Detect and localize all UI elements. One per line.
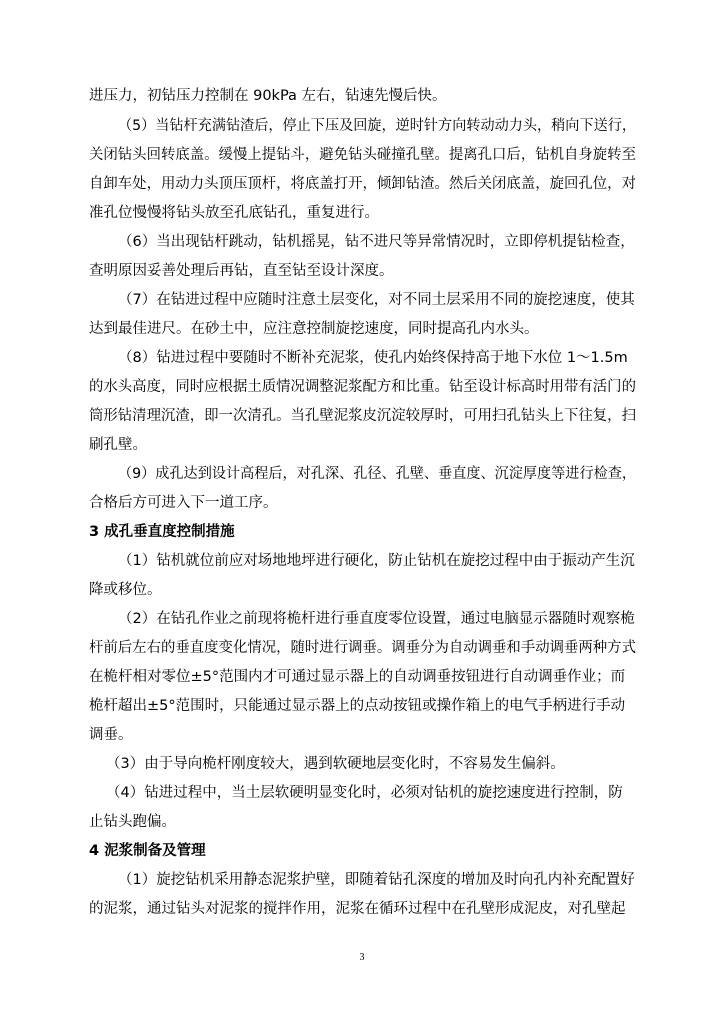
line-text: （3）由于导向桅杆刚度较大，遇到软硬地层变化时，不容易发生偏斜。	[106, 756, 565, 772]
section-heading	[0, 837, 724, 866]
line-text: （4）钻进过程中，当土层软硬明显变化时，必须对钻机的旋挖速度进行控制，防	[106, 785, 623, 801]
text-line	[0, 866, 724, 895]
section-heading	[0, 518, 724, 547]
line-text: （5）当钻杆充满钻渣后，停止下压及回旋，逆时针方向转动动力头，稍向下送行，	[118, 118, 637, 134]
line-text: 的水头高度，同时应根据土质情况调整泥浆配方和比重。钻至设计标高时用带有活门的	[89, 379, 636, 395]
heading-text: 4 泥浆制备及管理	[89, 843, 206, 859]
line-text: 的泥浆，通过钻头对泥浆的搅拌作用，泥浆在循环过程中在孔壁形成泥皮，对孔壁起	[89, 901, 626, 917]
text-line	[0, 692, 724, 721]
text-line	[0, 460, 724, 489]
line-text: 在桅杆相对零位±5°范围内才可通过显示器上的自动调垂按钮进行自动调垂作业；而	[89, 669, 626, 685]
text-line	[0, 315, 724, 344]
text-line	[0, 547, 724, 576]
line-text: （8）钻进过程中要随时不断补充泥浆，使孔内始终保持高于地下水位 1～1.5m	[118, 350, 628, 366]
text-line	[0, 112, 724, 141]
line-text: 合格后方可进入下一道工序。	[89, 495, 278, 511]
text-line	[0, 663, 724, 692]
text-line	[0, 199, 724, 228]
line-text: 准孔位慢慢将钻头放至孔底钻孔，重复进行。	[89, 205, 379, 221]
text-line	[0, 141, 724, 170]
line-text: 自卸车处，用动力头顶压顶杆，将底盖打开，倾卸钻渣。然后关闭底盖，旋回孔位，对	[89, 176, 636, 192]
text-line	[0, 170, 724, 199]
page-number: 3	[359, 952, 365, 963]
line-text: 调垂。	[89, 727, 133, 743]
text-line	[0, 605, 724, 634]
line-text: （6）当出现钻杆跳动，钻机摇晃，钻不进尺等异常情况时，立即停机提钻检查，	[118, 234, 635, 250]
text-line	[0, 373, 724, 402]
line-text: 筒形钻清理沉渣，即一次清孔。当孔壁泥浆皮沉淀较厚时，可用扫孔钻头上下往复，扫	[89, 408, 636, 424]
line-text: 杆前后左右的垂直度变化情况，随时进行调垂。调垂分为自动调垂和手动调垂两种方式	[89, 640, 636, 656]
text-line	[0, 82, 724, 111]
line-text: （9）成孔达到设计高程后，对孔深、孔径、孔壁、垂直度、沉淀厚度等进行检查，	[118, 466, 637, 482]
text-line	[0, 895, 724, 924]
line-text: 桅杆超出±5°范围时，只能通过显示器上的点动按钮或操作箱上的电气手柄进行手动	[89, 698, 626, 714]
line-text: （1）钻机就位前应对场地地坪进行硬化，防止钻机在旋挖过程中由于振动产生沉	[118, 553, 635, 569]
text-line	[0, 750, 724, 779]
text-line	[0, 431, 724, 460]
text-line	[0, 402, 724, 431]
line-text: （7）在钻进过程中应随时注意土层变化，对不同土层采用不同的旋挖速度，使其	[118, 292, 635, 308]
text-line	[0, 228, 724, 257]
text-line	[0, 344, 724, 373]
text-line	[0, 634, 724, 663]
line-text: 降或移位。	[89, 582, 162, 598]
text-line	[0, 779, 724, 808]
line-text: 止钻头跑偏。	[89, 814, 176, 830]
text-line	[0, 808, 724, 837]
line-text: 进压力，初钻压力控制在 90kPa 左右，钻速先慢后快。	[89, 88, 447, 104]
heading-text: 3 成孔垂直度控制措施	[89, 524, 235, 540]
text-line	[0, 489, 724, 518]
line-text: 刷孔壁。	[89, 437, 147, 453]
line-text: （2）在钻孔作业之前现将桅杆进行垂直度零位设置，通过电脑显示器随时观察桅	[118, 611, 635, 627]
text-line	[0, 576, 724, 605]
line-text: 关闭钻头回转底盖。缓慢上提钻斗，避免钻头碰撞孔壁。提离孔口后，钻机自身旋转至	[89, 147, 636, 163]
line-text: 查明原因妥善处理后再钻，直至钻至设计深度。	[89, 263, 394, 279]
text-line	[0, 721, 724, 750]
line-text: 达到最佳进尺。在砂土中，应注意控制旋挖速度，同时提高孔内水头。	[89, 321, 539, 337]
line-text: （1）旋挖钻机采用静态泥浆护壁，即随着钻孔深度的增加及时向孔内补充配置好	[118, 872, 635, 888]
text-line	[0, 257, 724, 286]
text-line	[0, 286, 724, 315]
